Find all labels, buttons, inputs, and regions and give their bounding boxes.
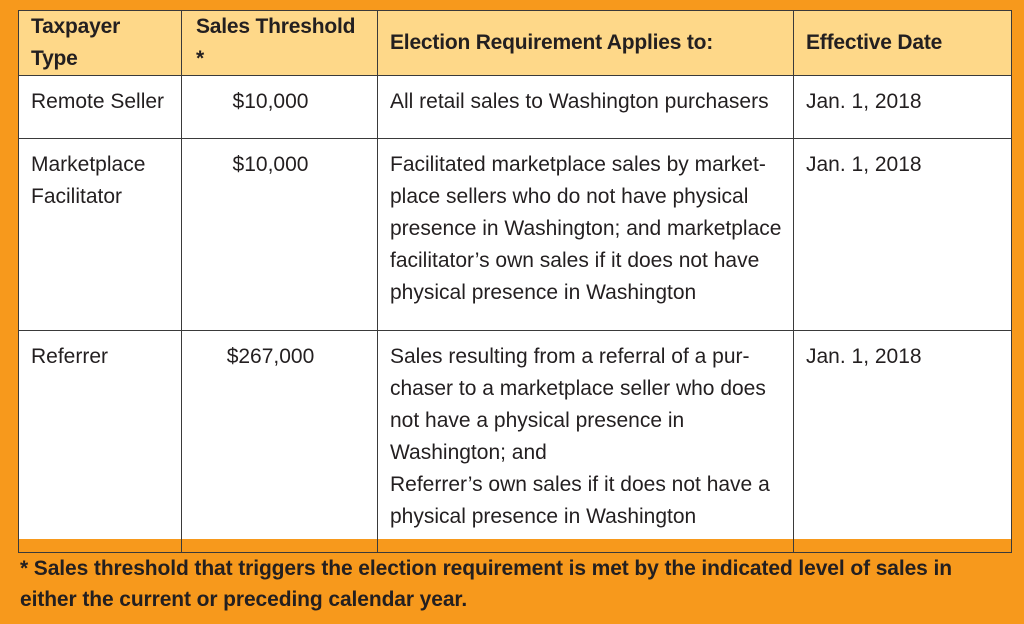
cell-sales-threshold: $10,000: [182, 76, 378, 139]
footnote: [20, 553, 1010, 615]
cell-text-line: Sales resulting from a referral of a pur-: [390, 345, 750, 368]
cell-text-line: Facilitator: [31, 185, 123, 208]
table-row: [19, 76, 1012, 139]
cell-applies-to: [378, 331, 794, 553]
cell-text-line: not have a physical presence in: [390, 409, 685, 432]
cell-sales-threshold: $10,000: [182, 139, 378, 331]
cell-text-line: Remote Seller: [31, 90, 165, 113]
table-row: [19, 139, 1012, 331]
header-sales-threshold: Sales Threshold *: [182, 11, 378, 76]
cell-text-line: Facilitated marketplace sales by market-: [390, 153, 766, 176]
cell-text-line: All retail sales to Washington purchasers: [390, 90, 769, 113]
footnote-line: either the current or preceding calendar year.: [20, 588, 468, 611]
cell-text-line: Marketplace: [31, 153, 146, 176]
cell-effective-date: Jan. 1, 2018: [794, 139, 1012, 331]
table-row: [19, 331, 1012, 553]
header-election-requirement: Election Requirement Applies to:: [378, 11, 794, 76]
cell-text-line: presence in Washington; and marketplace: [390, 217, 782, 240]
cell-taxpayer-type: [19, 76, 182, 139]
cell-text-line: physical presence in Washington: [390, 281, 697, 304]
header-effective-date: Effective Date: [794, 11, 1012, 76]
threshold-table: [18, 10, 1012, 553]
cell-effective-date: Jan. 1, 2018: [794, 76, 1012, 139]
cell-text-line: Referrer’s own sales if it does not have a: [390, 473, 770, 496]
cell-text-line: facilitator’s own sales if it does not have: [390, 249, 760, 272]
cell-sales-threshold: $267,000: [182, 331, 378, 553]
cell-effective-date: Jan. 1, 2018: [794, 331, 1012, 553]
cell-text-line: Referrer: [31, 345, 109, 368]
header-taxpayer-type: Taxpayer Type: [19, 11, 182, 76]
cell-text-line: chaser to a marketplace seller who does: [390, 377, 766, 400]
cell-text-line: physical presence in Washington: [390, 505, 697, 528]
cell-text-line: place sellers who do not have physical: [390, 185, 749, 208]
threshold-table-container: [18, 10, 1011, 539]
cell-applies-to: [378, 76, 794, 139]
footnote-line: * Sales threshold that triggers the election requirement is met by the indicated level of sales in: [20, 557, 952, 580]
cell-taxpayer-type: [19, 331, 182, 553]
cell-taxpayer-type: [19, 139, 182, 331]
table-header-row: [19, 11, 1012, 76]
cell-applies-to: [378, 139, 794, 331]
cell-text-line: Washington; and: [390, 441, 547, 464]
